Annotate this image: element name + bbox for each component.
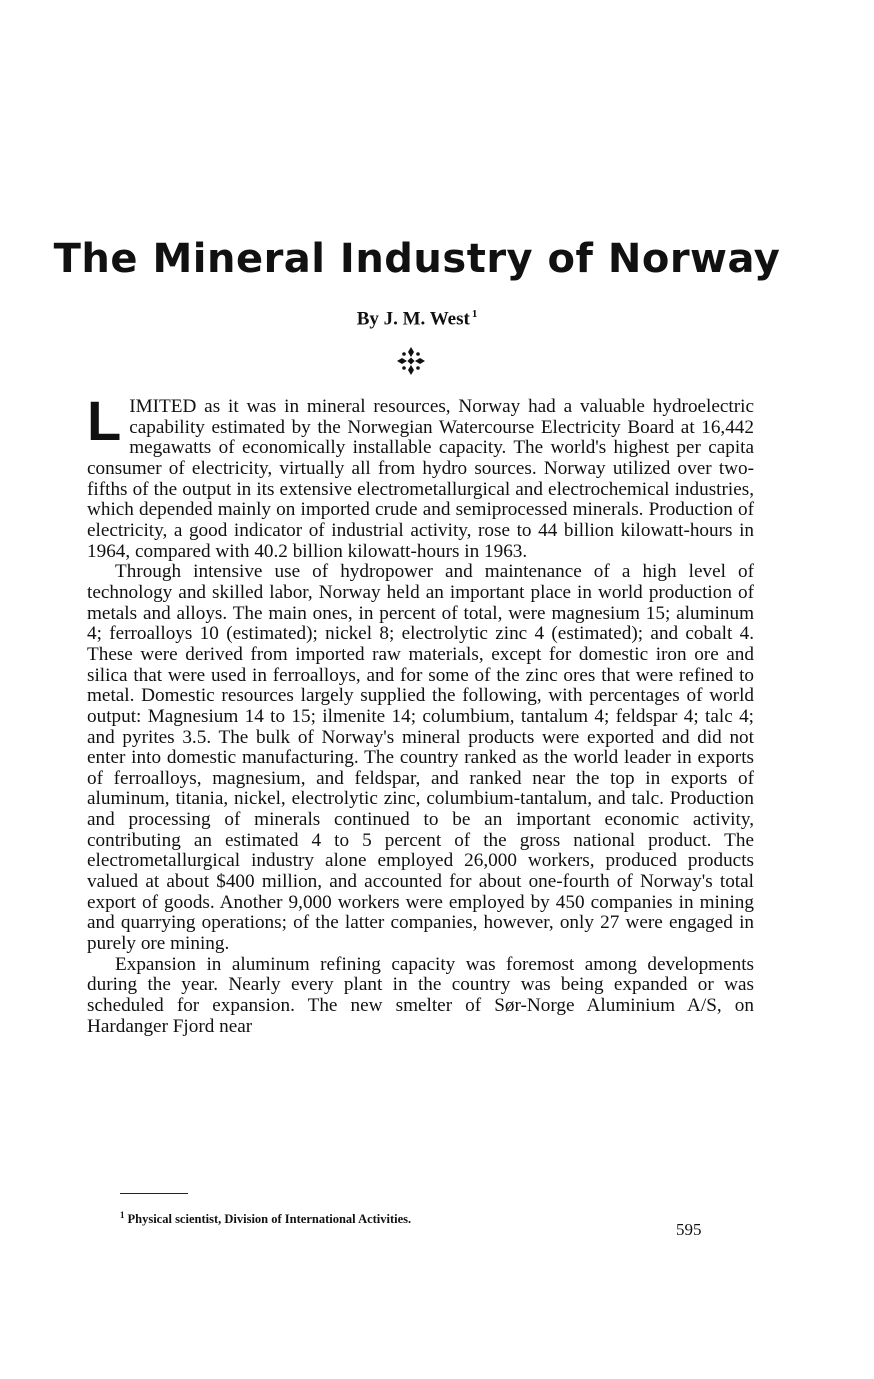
footnote-divider	[120, 1193, 188, 1194]
page-number: 595	[676, 1220, 702, 1239]
paragraph-3: Expansion in aluminum refining capacity was foremost among developments during the year. Nearly every plant in the country was being expanded or was scheduled for expansion. The new smelter of Sør-Norge Aluminium A/S, on Hardanger Fjord near	[87, 953, 754, 1037]
paragraph-2: Through intensive use of hydropower and maintenance of a high level of technology and skilled labor, Norway held an important place in world production of metals and alloys. The main ones, in percent of total, were magnesium 15; aluminum 4; ferroalloys 10 (estimated); nickel 8; electrolytic zinc 4 (estimated); and cobalt 4. These were derived from imported raw materials, except for domestic iron ore and silica that were used in ferroalloys, and for some of the zinc ores that were refined to metal. Domestic resources largely supplied the following, with percentages of world output: Magnesium 14 to 15; ilmenite 14; columbium, tantalum 4; feldspar 4; talc 4; and pyrites 3.5. The bulk of Norway's mineral products were exported and did not enter into domestic manufacturing. The country ranked as the world leader in exports of ferroalloys, magnesium, and feldspar, and ranked near the top in exports of aluminum, titania, nickel, electrolytic zinc, columbium-tantalum, and talc. Production and processing of minerals continued to be an important economic activity, contributing an estimated 4 to 5 percent of the gross national product. The electrometallurgical industry alone employed 26,000 workers, produced products valued at about $400 million, and accounted for about one-fourth of Norway's total export of goods. Another 9,000 workers were employed by 450 companies in mining and quarrying operations; of the latter companies, however, only 27 were engaged in purely ore mining.	[87, 561, 754, 955]
article-body	[87, 389, 754, 1037]
drop-cap: L	[87, 389, 122, 452]
footnote-ref: 1	[120, 1210, 125, 1220]
byline-footnote-ref: 1	[471, 308, 478, 320]
footnote	[120, 1210, 620, 1227]
page-title: The Mineral Industry of Norway	[53, 236, 781, 282]
author-byline	[0, 308, 834, 330]
paragraph-1	[87, 389, 754, 562]
footnote-text: Physical scientist, Division of International Activities.	[127, 1212, 412, 1227]
ornament-icon	[396, 346, 426, 376]
author-name: By J. M. West	[356, 308, 470, 330]
paragraph-1-text: IMITED as it was in mineral resources, Norway had a valuable hydroelectric capability estimated by the Norwegian Watercourse Electricity Board at 16,442 megawatts of economically installable capacity. The world's highest per capita consumer of electricity, virtually all from hydro sources. Norway utilized over two-fifths of the output in its extensive electrometallurgical and electrochemical industries, which depended mainly on imported crude and semiprocessed minerals. Production of electricity, a good indicator of industrial activity, rose to 44 billion kilowatt-hours in 1964, compared with 40.2 billion kilowatt-hours in 1963.	[87, 396, 754, 562]
